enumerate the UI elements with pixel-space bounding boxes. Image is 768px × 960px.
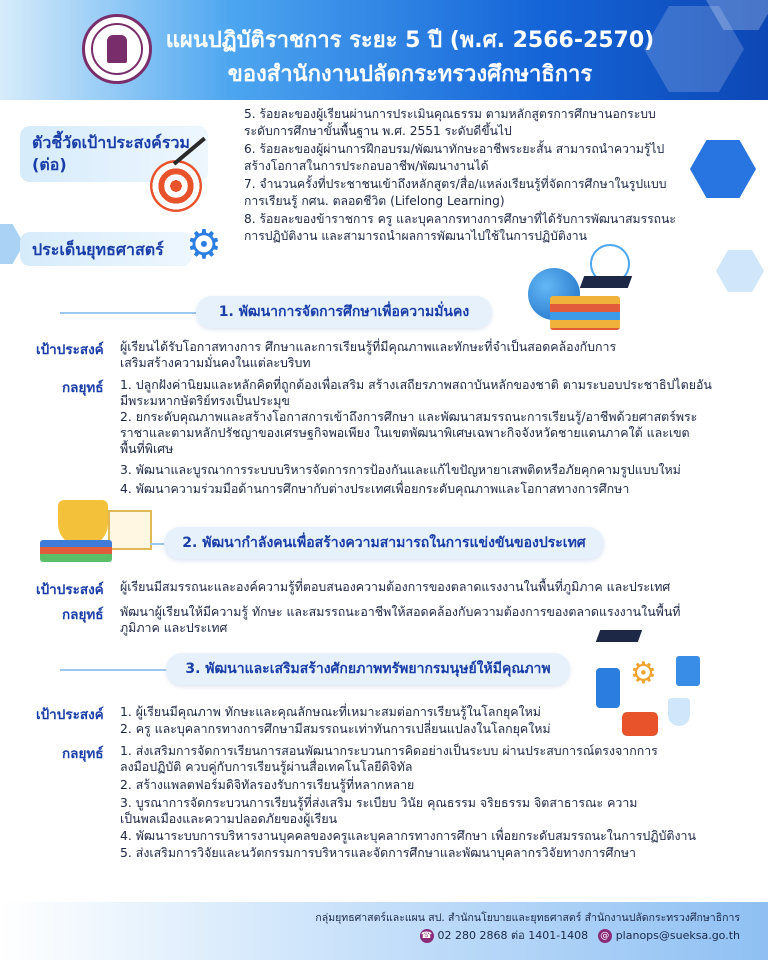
strategy-2-goal: ผู้เรียนมีสมรรถนะและองค์ความรู้ที่ตอบสนองความต้องการของตลาดแรงงานในพื้นที่ภูมิภาค และประเทศ <box>120 579 671 594</box>
tablet-icon <box>676 656 700 686</box>
organization-logo <box>82 14 152 84</box>
gears-icon: ⚙ <box>630 656 657 691</box>
footer-organization: กลุ่มยุทธศาสตร์และแผน สป. สำนักนโยบายและยุทธศาสตร์ สำนักงานปลัดกระทรวงศึกษาธิการ <box>315 912 740 924</box>
indicator-label-line2: (ต่อ) <box>32 155 67 174</box>
strategy-3-tactic: 3. บูรณาการจัดกระบวนการเรียนรู้ที่ส่งเสริม ระเบียบ วินัย คุณธรรม จริยธรรม จิตสาธารณะ ความเป็นพลเมืองและความปลอดภัยของผู้เรียน <box>120 795 638 826</box>
strategy-3-title: 3. พัฒนาและเสริมสร้างศักยภาพทรัพยากรมนุษย์ให้มีคุณภาพ <box>166 653 570 685</box>
divider <box>60 669 170 671</box>
flask-icon <box>668 698 690 726</box>
indicator-item: 5. ร้อยละของผู้เรียนผ่านการประเมินคุณธรรม ตามหลักสูตรการศึกษานอกระบบ ระดับการศึกษาขั้นพื้นฐาน พ.ศ. 2551 ระดับดีขึ้นไป <box>244 107 656 138</box>
strategy-1-goal: ผู้เรียนได้รับโอกาสทางการ ศึกษาและการเรียนรู้ที่มีคุณภาพและทักษะที่จำเป็นสอดคล้องกับการเสริมสร้างความมั่นคงในแต่ละบริบท <box>120 339 617 370</box>
video-play-icon <box>622 712 658 736</box>
decorative-hexagon <box>690 140 756 198</box>
strategy-1-tactic: 2. ยกระดับคุณภาพและสร้างโอกาสการเข้าถึงการศึกษา และพัฒนาสมรรถนะการเรียนรู้/อาชีพด้วยศาสตร์พระราชาและตามหลักปรัชญาของเศรษฐกิจพอเพียง ในเขตพัฒนาพิเศษเฉพาะกิจจังหวัดชายแดนภาคใต้ และเขตพื้นที่พิเศษ <box>120 409 698 456</box>
footer-phone: 02 280 2868 ต่อ 1401-1408 <box>437 929 589 942</box>
gear-icon: ⚙ <box>186 222 222 268</box>
certificate-icon <box>108 510 152 550</box>
graduation-cap-icon <box>596 630 642 642</box>
target-icon <box>150 160 202 212</box>
strategy-1-tactic-label: กลยุทธ์ <box>62 380 104 396</box>
page-title: แผนปฏิบัติราชการ ระยะ 5 ปี (พ.ศ. 2566-2570) <box>165 28 655 53</box>
email-icon: @ <box>598 929 612 943</box>
phone-icon: ☎ <box>420 931 433 941</box>
strategy-1-tactic: 4. พัฒนาความร่วมมือด้านการศึกษากับต่างประเทศเพื่อยกระดับคุณภาพและโอกาสทางการศึกษา <box>120 481 630 496</box>
strategy-3-goal: 2. ครู และบุคลากรทางการศึกษามีสมรรถนะเท่าทันการเปลี่ยนแปลงในโลกยุคใหม่ <box>120 721 551 736</box>
strategy-3-tactic: 1. ส่งเสริมการจัดการเรียนการสอนพัฒนากระบวนการคิดอย่างเป็นระบบ ผ่านประสบการณ์ตรงจากการลงมือปฏิบัติ ควบคู่กับการเรียนรู้ผ่านสื่อเทคโนโลยีดิจิทัล <box>120 743 658 774</box>
strategy-1-tactic: 1. ปลูกฝังค่านิยมและหลักคิดที่ถูกต้องเพื่อเสริม สร้างเสถียรภาพสถาบันหลักของชาติ ตามระบอบประชาธิปไตยอันมีพระมหากษัตริย์ทรงเป็นประมุข <box>120 377 712 408</box>
strategy-2-tactic-label: กลยุทธ์ <box>62 607 104 623</box>
books-icon <box>550 296 620 330</box>
strategy-3-tactic: 2. สร้างแพลตฟอร์มดิจิทัลรองรับการเรียนรู้ที่หลากหลาย <box>120 777 415 792</box>
indicator-list <box>244 106 684 246</box>
strategy-3-goal: 1. ผู้เรียนมีคุณภาพ ทักษะและคุณลักษณะที่เหมาะสมต่อการเรียนรู้ในโลกยุคใหม่ <box>120 704 541 719</box>
strategy-2-title: 2. พัฒนากำลังคนเพื่อสร้างความสามารถในการแข่งขันของประเทศ <box>164 527 604 559</box>
page-subtitle: ของสำนักงานปลัดกระทรวงศึกษาธิการ <box>227 62 593 87</box>
smartphone-icon <box>596 668 620 708</box>
strategy-3-tactic: 5. ส่งเสริมการวิจัยและนวัตกรรมการบริหารและจัดการศึกษาและพัฒนาบุคลากรวิจัยทางการศึกษา <box>120 845 636 860</box>
decorative-hexagon <box>716 250 764 292</box>
strategy-1-title: 1. พัฒนาการจัดการศึกษาเพื่อความมั่นคง <box>196 296 492 328</box>
strategy-3-tactic: 4. พัฒนาระบบการบริหารงานบุคคลของครูและบุคลากรทางการศึกษา เพื่อยกระดับสมรรถนะในการปฏิบัติงาน <box>120 828 696 843</box>
indicator-item: 7. จำนวนครั้งที่ประชาชนเข้าถึงหลักสูตร/สื่อ/แหล่งเรียนรู้ที่จัดการศึกษาในรูปแบบการเรียนรู้ กศน. ตลอดชีวิต (Lifelong Learning) <box>244 177 667 208</box>
strategy-3-goal-label: เป้าประสงค์ <box>36 707 104 723</box>
strategy-3-tactic-label: กลยุทธ์ <box>62 746 104 762</box>
books-icon <box>40 540 112 562</box>
indicator-item: 8. ร้อยละของข้าราชการ ครู และบุคลากรทางการศึกษาที่ได้รับการพัฒนาสมรรถนะการปฏิบัติงาน และสามารถนำผลการพัฒนาไปใช้ในการปฏิบัติงาน <box>244 212 676 243</box>
footer-contact <box>400 926 740 944</box>
footer-email[interactable]: planops@sueksa.go.th <box>615 929 740 942</box>
strategy-1-tactic: 3. พัฒนาและบูรณาการระบบบริหารจัดการการป้องกันและแก้ไขปัญหายาเสพติดหรือภัยคุกคามรูปแบบใหม่ <box>120 462 681 477</box>
indicator-item: 6. ร้อยละของผู้ผ่านการฝึกอบรม/พัฒนาทักษะอาชีพระยะสั้น สามารถนำความรู้ไปสร้างโอกาสในการประกอบอาชีพ/พัฒนางานได้ <box>244 142 665 173</box>
strategy-2-tactic: พัฒนาผู้เรียนให้มีความรู้ ทักษะ และสมรรถนะอาชีพให้สอดคล้องกับความต้องการของตลาดแรงงานในพื้นที่ ภูมิภาค และประเทศ <box>120 604 681 635</box>
indicator-label-line1: ตัวชี้วัดเป้าประสงค์รวม <box>32 133 190 152</box>
strategy-section-label: ประเด็นยุทธศาสตร์ <box>20 232 192 266</box>
divider <box>60 312 200 314</box>
graduation-cap-icon <box>580 276 632 288</box>
strategy-2-goal-label: เป้าประสงค์ <box>36 582 104 598</box>
strategy-1-goal-label: เป้าประสงค์ <box>36 342 104 358</box>
